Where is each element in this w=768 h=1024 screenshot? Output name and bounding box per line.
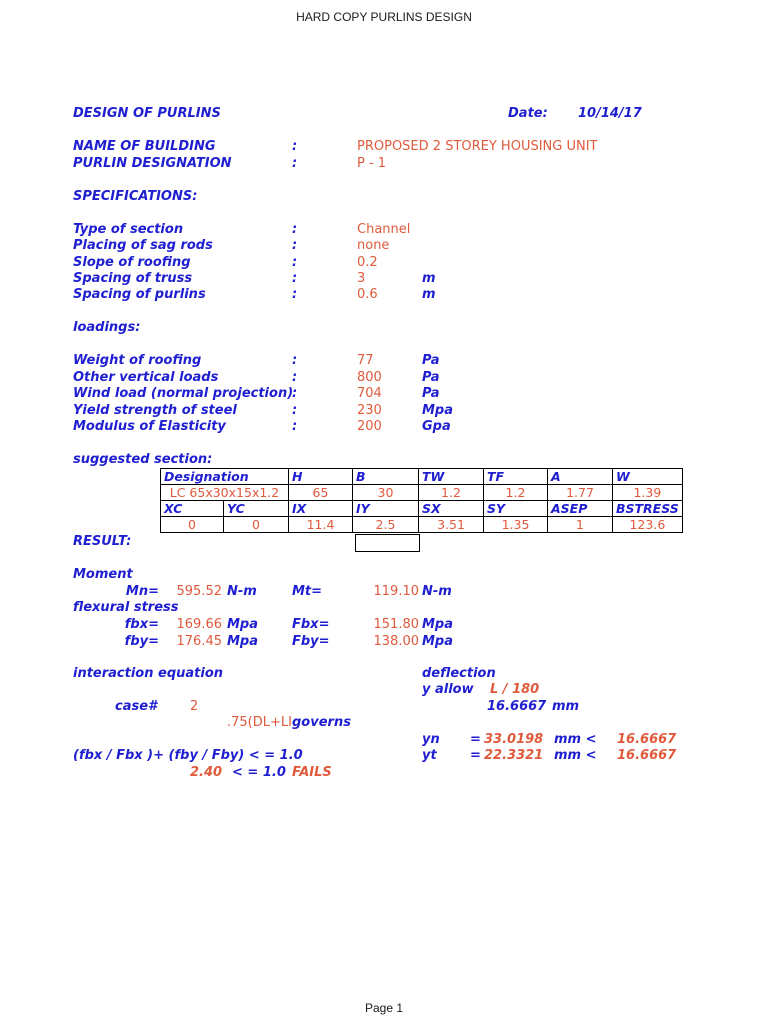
loading-value: 704 bbox=[357, 386, 382, 401]
spec-value: Channel bbox=[357, 222, 411, 237]
purlin-value: P - 1 bbox=[357, 156, 387, 171]
interaction-value: 2.40 bbox=[190, 765, 223, 780]
fbx-value: 169.66 bbox=[176, 617, 222, 632]
colon: : bbox=[292, 403, 298, 418]
allowable-fbx-unit: Mpa bbox=[422, 617, 454, 632]
table-header-cell: H bbox=[289, 469, 353, 485]
yn-limit: 16.6667 bbox=[617, 732, 677, 747]
table-cell: 11.4 bbox=[289, 517, 353, 533]
loading-value: 230 bbox=[357, 403, 382, 418]
loading-unit: Pa bbox=[422, 386, 440, 401]
interaction-status: FAILS bbox=[292, 765, 332, 780]
spec-unit: m bbox=[422, 287, 436, 302]
table-header-cell: SX bbox=[419, 501, 484, 517]
fby-unit: Mpa bbox=[227, 634, 259, 649]
table-cell: 0 bbox=[161, 517, 224, 533]
building-value: PROPOSED 2 STOREY HOUSING UNIT bbox=[357, 139, 598, 154]
interaction-equation-label: interaction equation bbox=[73, 666, 224, 681]
table-header-cell: B bbox=[353, 469, 419, 485]
yt-equals: = bbox=[470, 748, 481, 763]
loading-label: Wind load (normal projection) bbox=[73, 386, 294, 401]
table-header-cell: ASEP bbox=[548, 501, 613, 517]
y-allow-label: y allow bbox=[422, 682, 474, 697]
spec-value: none bbox=[357, 238, 390, 253]
table-cell: 65 bbox=[289, 485, 353, 501]
yt-limit: 16.6667 bbox=[617, 748, 677, 763]
table-header-cell: IY bbox=[353, 501, 419, 517]
fby-value: 176.45 bbox=[176, 634, 222, 649]
result-heading: RESULT: bbox=[73, 534, 132, 549]
colon: : bbox=[292, 271, 298, 286]
moment-label: Moment bbox=[73, 567, 133, 582]
spec-unit: m bbox=[422, 271, 436, 286]
spec-value: 3 bbox=[357, 271, 366, 286]
colon: : bbox=[292, 370, 298, 385]
colon: : bbox=[292, 287, 298, 302]
table-header-cell: TW bbox=[419, 469, 484, 485]
loading-value: 800 bbox=[357, 370, 382, 385]
table-row bbox=[161, 469, 683, 485]
mn-value: 595.52 bbox=[176, 584, 222, 599]
spec-label: Spacing of truss bbox=[73, 271, 193, 286]
loading-label: Weight of roofing bbox=[73, 353, 202, 368]
colon: : bbox=[292, 238, 298, 253]
fbx-unit: Mpa bbox=[227, 617, 259, 632]
loading-value: 77 bbox=[357, 353, 374, 368]
yn-value: 33.0198 bbox=[484, 732, 544, 747]
spec-label: Placing of sag rods bbox=[73, 238, 213, 253]
table-row bbox=[161, 485, 683, 501]
allowable-fbx-value: 151.80 bbox=[373, 617, 419, 632]
governs-label: governs bbox=[292, 715, 351, 730]
yn-equals: = bbox=[470, 732, 481, 747]
purlin-label: PURLIN DESIGNATION bbox=[73, 156, 232, 171]
colon: : bbox=[292, 255, 298, 270]
colon: : bbox=[292, 139, 298, 154]
y-allow-value: 16.6667 bbox=[487, 699, 547, 714]
section-properties-table bbox=[160, 468, 683, 533]
table-header-cell: YC bbox=[224, 501, 289, 517]
flexural-stress-label: flexural stress bbox=[73, 600, 179, 615]
date-value: 10/14/17 bbox=[578, 106, 642, 121]
yt-value: 22.3321 bbox=[484, 748, 544, 763]
spec-value: 0.6 bbox=[357, 287, 378, 302]
y-allow-unit: mm bbox=[552, 699, 580, 714]
mt-unit: N-m bbox=[422, 584, 452, 599]
loading-value: 200 bbox=[357, 419, 382, 434]
loading-label: Modulus of Elasticity bbox=[73, 419, 226, 434]
empty-result-cell bbox=[355, 534, 420, 552]
allowable-fby-label: Fby= bbox=[292, 634, 330, 649]
mn-label: Mn= bbox=[125, 584, 159, 599]
spec-value: 0.2 bbox=[357, 255, 378, 270]
colon: : bbox=[292, 419, 298, 434]
table-cell: 2.5 bbox=[353, 517, 419, 533]
case-value: 2 bbox=[190, 699, 199, 714]
table-header-cell: SY bbox=[484, 501, 548, 517]
table-row bbox=[161, 517, 683, 533]
y-allow-formula: L / 180 bbox=[490, 682, 540, 697]
colon: : bbox=[292, 222, 298, 237]
loading-label: Yield strength of steel bbox=[73, 403, 237, 418]
loading-unit: Pa bbox=[422, 370, 440, 385]
spec-label: Slope of roofing bbox=[73, 255, 191, 270]
loading-unit: Gpa bbox=[422, 419, 451, 434]
case-label: case# bbox=[115, 699, 158, 714]
interaction-compare: < = 1.0 bbox=[232, 765, 286, 780]
colon: : bbox=[292, 156, 298, 171]
loading-label: Other vertical loads bbox=[73, 370, 219, 385]
table-cell: 1.77 bbox=[548, 485, 613, 501]
mt-label: Mt= bbox=[292, 584, 323, 599]
date-label: Date: bbox=[508, 106, 548, 121]
table-cell: 1.39 bbox=[613, 485, 683, 501]
colon: : bbox=[292, 386, 298, 401]
spec-label: Spacing of purlins bbox=[73, 287, 206, 302]
table-header-cell: BSTRESS bbox=[613, 501, 683, 517]
building-label: NAME OF BUILDING bbox=[73, 139, 216, 154]
table-cell: LC 65x30x15x1.2 bbox=[161, 485, 289, 501]
document-title: DESIGN OF PURLINS bbox=[73, 106, 221, 121]
table-header-cell: A bbox=[548, 469, 613, 485]
page-footer-number: Page 1 bbox=[364, 1001, 404, 1015]
mt-value: 119.10 bbox=[373, 584, 419, 599]
yn-label: yn bbox=[422, 732, 440, 747]
table-header-cell: Designation bbox=[161, 469, 289, 485]
governing-combination: .75(DL+LI bbox=[227, 715, 292, 730]
yt-label: yt bbox=[422, 748, 437, 763]
specifications-heading: SPECIFICATIONS: bbox=[73, 189, 198, 204]
table-cell: 30 bbox=[353, 485, 419, 501]
allowable-fbx-label: Fbx= bbox=[292, 617, 330, 632]
interaction-equation: (fbx / Fbx )+ (fby / Fby) < = 1.0 bbox=[73, 748, 303, 763]
allowable-fby-unit: Mpa bbox=[422, 634, 454, 649]
loading-unit: Mpa bbox=[422, 403, 454, 418]
fbx-label: fbx= bbox=[124, 617, 159, 632]
table-cell: 3.51 bbox=[419, 517, 484, 533]
table-cell: 1.35 bbox=[484, 517, 548, 533]
table-cell: 123.6 bbox=[613, 517, 683, 533]
fby-label: fby= bbox=[124, 634, 159, 649]
yt-unit: mm < bbox=[554, 748, 597, 763]
yn-unit: mm < bbox=[554, 732, 597, 747]
allowable-fby-value: 138.00 bbox=[373, 634, 419, 649]
colon: : bbox=[292, 353, 298, 368]
spec-label: Type of section bbox=[73, 222, 184, 237]
table-cell: 1 bbox=[548, 517, 613, 533]
loadings-heading: loadings: bbox=[73, 320, 141, 335]
suggested-section-heading: suggested section: bbox=[73, 452, 213, 467]
page-header-title: HARD COPY PURLINS DESIGN bbox=[296, 10, 472, 24]
table-header-cell: XC bbox=[161, 501, 224, 517]
table-header-cell: TF bbox=[484, 469, 548, 485]
deflection-heading: deflection bbox=[422, 666, 496, 681]
table-header-cell: IX bbox=[289, 501, 353, 517]
table-row bbox=[161, 501, 683, 517]
table-cell: 0 bbox=[224, 517, 289, 533]
table-cell: 1.2 bbox=[484, 485, 548, 501]
table-cell: 1.2 bbox=[419, 485, 484, 501]
loading-unit: Pa bbox=[422, 353, 440, 368]
mn-unit: N-m bbox=[227, 584, 257, 599]
table-header-cell: W bbox=[613, 469, 683, 485]
